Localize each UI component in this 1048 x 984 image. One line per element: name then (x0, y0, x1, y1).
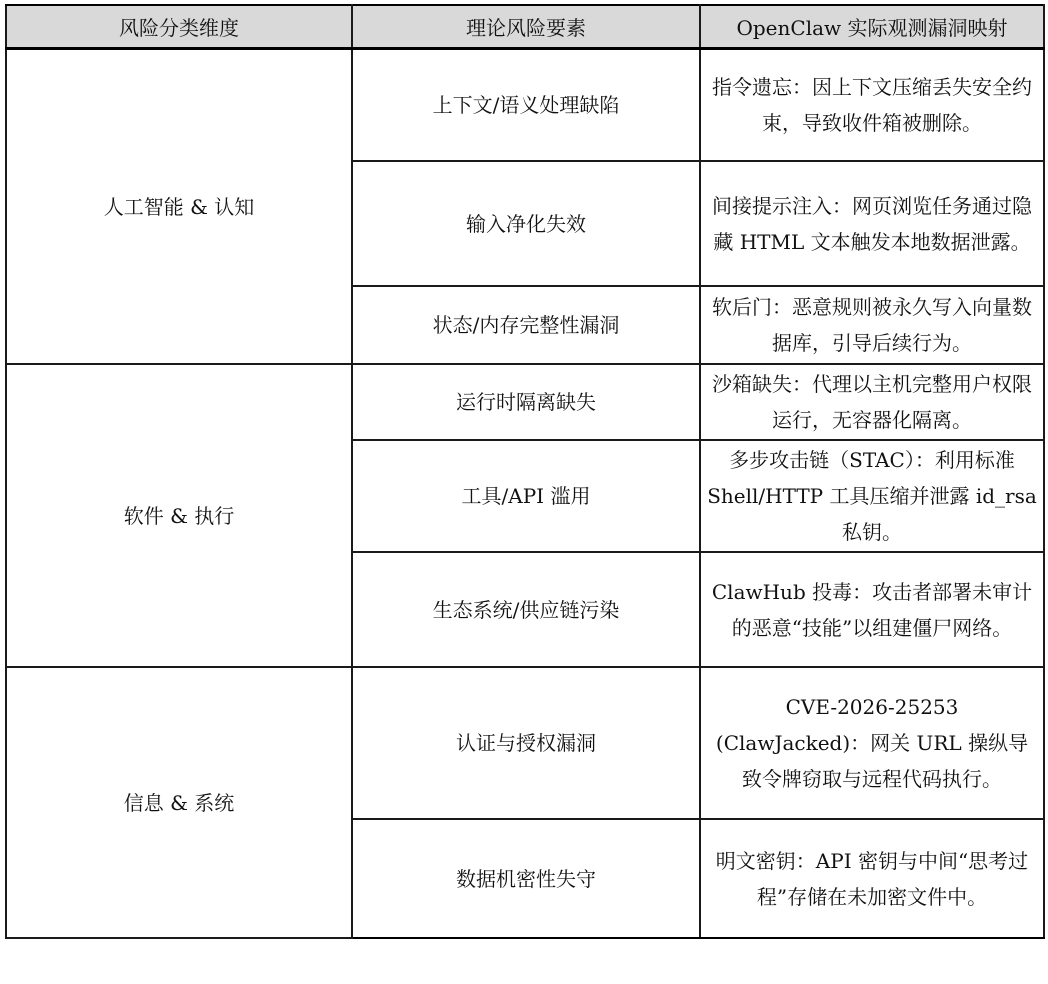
risk-mapping-table (5, 4, 1045, 939)
element-cell: 输入净化失效 (352, 161, 700, 286)
dimension-cell: 信息 & 系统 (6, 667, 352, 938)
element-cell: 生态系统/供应链污染 (352, 552, 700, 667)
table-row (6, 49, 1044, 162)
observation-cell: 沙箱缺失：代理以主机完整用户权限运行，无容器化隔离。 (700, 364, 1044, 440)
header-observed-vulnerability: OpenClaw 实际观测漏洞映射 (700, 5, 1044, 49)
table-row (6, 364, 1044, 440)
observation-cell: CVE-2026-25253 (ClawJacked)：网关 URL 操纵导致令牌窃取与远程代码执行。 (700, 667, 1044, 819)
observation-cell: 间接提示注入：网页浏览任务通过隐藏 HTML 文本触发本地数据泄露。 (700, 161, 1044, 286)
element-cell: 数据机密性失守 (352, 819, 700, 938)
element-cell: 工具/API 滥用 (352, 440, 700, 552)
observation-cell: 指令遗忘：因上下文压缩丢失安全约束，导致收件箱被删除。 (700, 49, 1044, 162)
table-row (6, 667, 1044, 819)
element-cell: 状态/内存完整性漏洞 (352, 286, 700, 364)
element-cell: 运行时隔离缺失 (352, 364, 700, 440)
observation-cell: ClawHub 投毒：攻击者部署未审计的恶意“技能”以组建僵尸网络。 (700, 552, 1044, 667)
element-cell: 认证与授权漏洞 (352, 667, 700, 819)
dimension-cell: 软件 & 执行 (6, 364, 352, 667)
observation-cell: 软后门：恶意规则被永久写入向量数据库，引导后续行为。 (700, 286, 1044, 364)
observation-cell: 明文密钥：API 密钥与中间“思考过程”存储在未加密文件中。 (700, 819, 1044, 938)
header-risk-dimension: 风险分类维度 (6, 5, 352, 49)
header-row (6, 5, 1044, 49)
element-cell: 上下文/语义处理缺陷 (352, 49, 700, 162)
header-theoretical-element: 理论风险要素 (352, 5, 700, 49)
dimension-cell: 人工智能 & 认知 (6, 49, 352, 365)
observation-cell: 多步攻击链（STAC）：利用标准 Shell/HTTP 工具压缩并泄露 id_rsa 私钥。 (700, 440, 1044, 552)
